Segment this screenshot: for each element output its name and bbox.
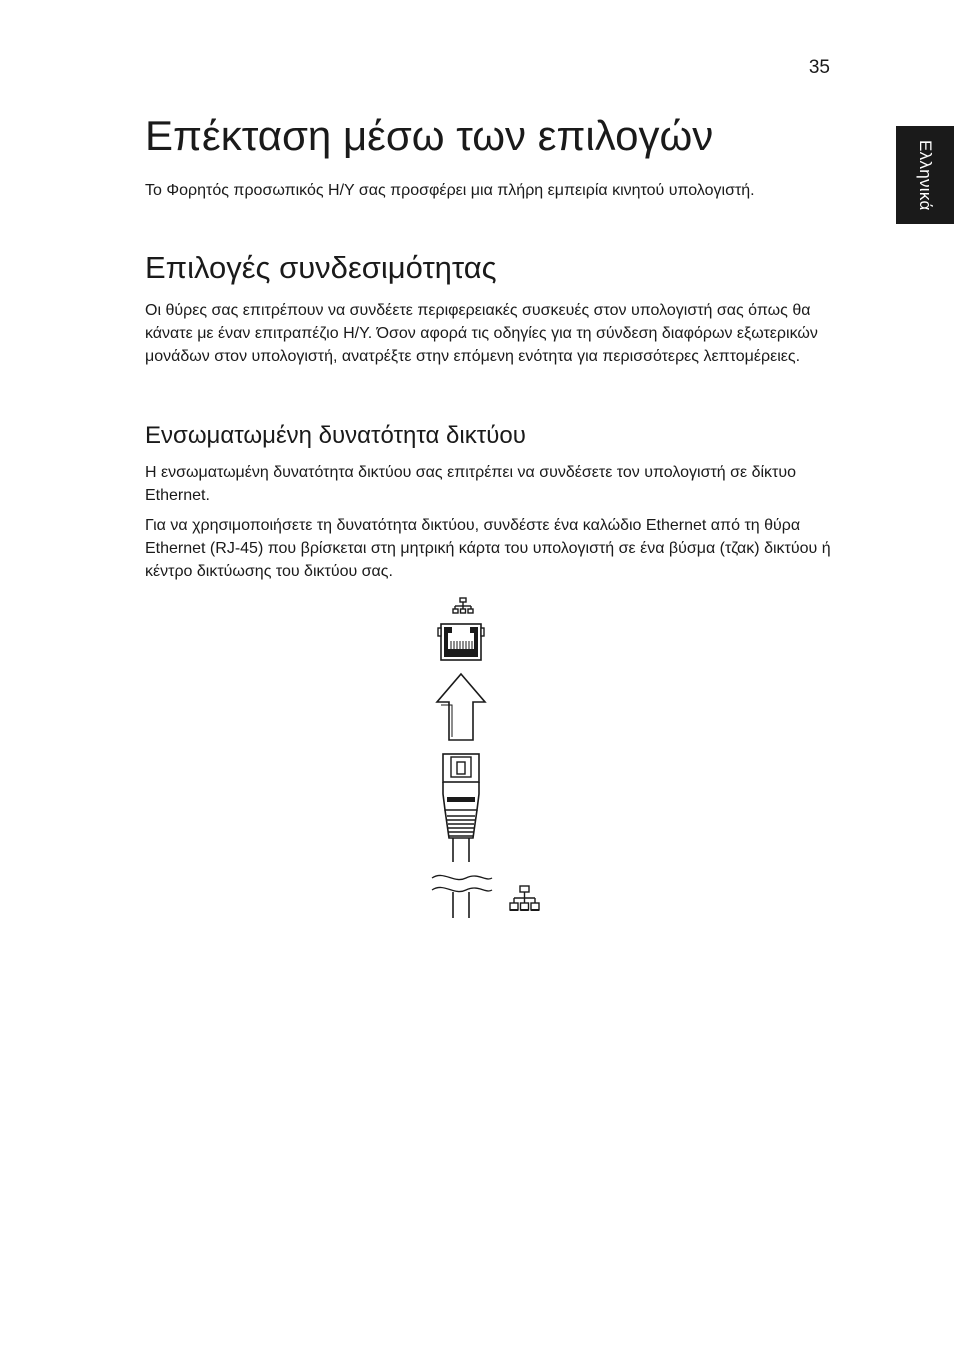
subsection-paragraph-1: Η ενσωματωμένη δυνατότητα δικτύου σας επιτρέπει να συνδέσετε τον υπολογιστή σε δίκτυο Ethernet. (145, 464, 797, 504)
rj45-plug-icon (443, 754, 479, 862)
page-title: Επέκταση μέσω των επιλογών (145, 112, 714, 159)
cable-break-icon (432, 875, 492, 918)
language-tab (896, 126, 954, 224)
section-paragraph: Οι θύρες σας επιτρέπουν να συνδέετε περιφερειακές συσκευές στον υπολογιστή σας όπως θα κάνατε με έναν επιτραπέζιο Η/Υ. Όσον αφορά τις οδηγίες για τη σύνδεση διαφόρων εξωτερικών μονάδων στον υπολογιστή, ανατρέξτε στην επόμενη ενότητα για περισσότερες λεπτομέρειες. (145, 302, 818, 365)
rj45-port-icon (438, 624, 484, 660)
ethernet-connection-figure (420, 590, 560, 930)
arrow-up-icon (437, 674, 485, 740)
network-icon (453, 598, 473, 613)
language-tab-label: Ελληνικά (916, 139, 935, 211)
subsection-heading: Ενσωματωμένη δυνατότητα δικτύου (145, 422, 526, 449)
subsection-paragraph-2: Για να χρησιμοποιήσετε τη δυνατότητα δικτύου, συνδέστε ένα καλώδιο Ethernet από τη θύρα Ethernet (RJ-45) που βρίσκεται στη μητρική κάρτα του υπολογιστή σε ένα βύσμα (τζακ) δικτύου ή κέντρο δικτύωσης του δικτύου σας. (145, 517, 831, 580)
page-number: 35 (808, 57, 830, 78)
network-icon (510, 886, 539, 910)
section-heading: Επιλογές συνδεσιμότητας (145, 250, 497, 285)
intro-paragraph: Το Φορητός προσωπικός Η/Υ σας προσφέρει μια πλήρη εμπειρία κινητού υπολογιστή. (145, 182, 755, 199)
